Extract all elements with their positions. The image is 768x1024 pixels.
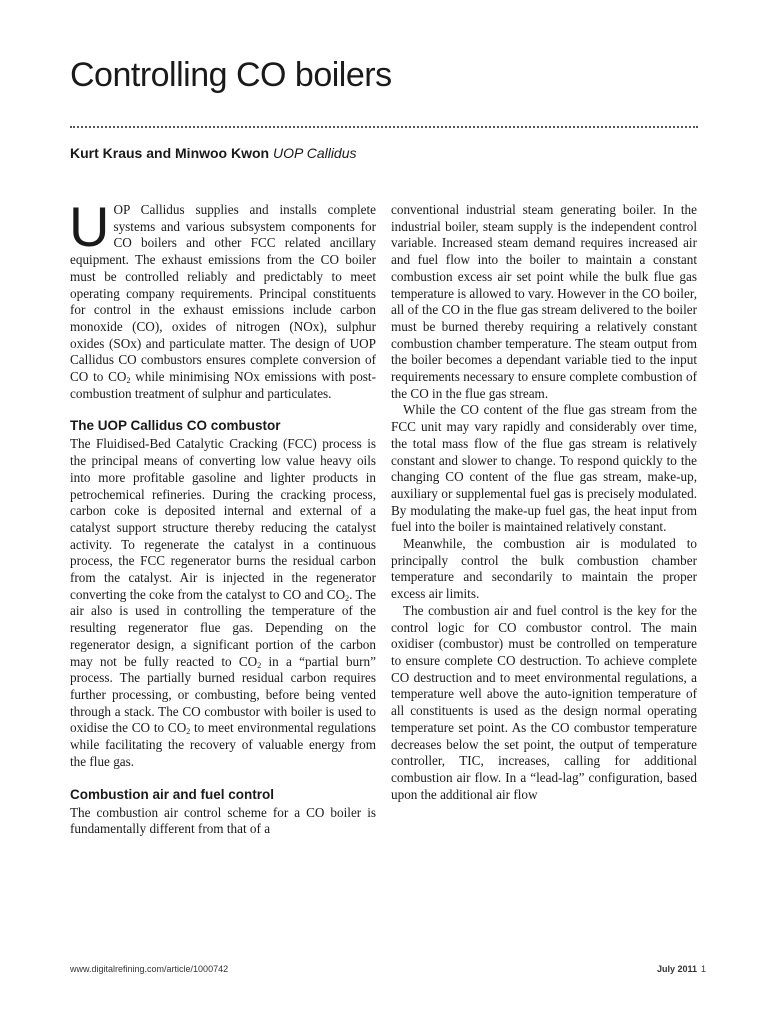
left-column — [69, 195, 377, 838]
section1-text: The Fluidised-Bed Catalytic Cracking (FCC) process is the principal means of converting low value heavy oils into more profitable gasoline and lighter products in petrochemical refineries. During the cracking process, carbon coke is deposited internal and external of a catalyst support structure thereby reducing the catalyst activity. To regenerate the catalyst in a continuous process, the FCC regenerator burns the residual carbon from the catalyst. Air is injected in the regenerator converting the coke from the catalyst to CO and CO — [70, 436, 376, 602]
body-paragraph: Meanwhile, the combustion air is modulated to principally control the bulk combustion chamber temperature and secondarily to maintain the proper excess air limits. — [391, 536, 697, 602]
intro-paragraph — [69, 195, 376, 402]
section-heading-co-combustor: The UOP Callidus CO combustor — [70, 418, 281, 434]
section2-paragraph: The combustion air control scheme for a CO boiler is fundamentally different from that of a — [70, 804, 376, 837]
drop-cap: U — [69, 195, 110, 258]
intro-text: OP Callidus supplies and installs complete systems and various subsystem components for CO boilers and other FCC related ancillary equipment. The exhaust emissions from the CO boiler must be controlled reliably and predictably to meet operating company requirements. Principal constituents for control in the exhaust emissions include carbon monoxide (CO), oxides of nitrogen (NOx), sulphur oxides (SOx) and particulate matter. The design of UOP Callidus CO combustors ensures complete conversion of CO to CO — [70, 202, 376, 385]
section-heading-air-fuel-control: Combustion air and fuel control — [70, 786, 275, 802]
body-paragraph: While the CO content of the flue gas stream from the FCC unit may vary rapidly and considerably over time, the total mass flow of the flue gas stream is relatively constant and slower to change. To respond quickly to the changing CO content of the flue gas stream, make-up, auxiliary or supplemental fuel gas is precisely modulated. By modulating the make-up fuel gas, the heat input from fuel into the boiler is maintained relatively constant. — [391, 402, 697, 535]
author-names: Kurt Kraus and Minwoo Kwon — [70, 145, 270, 161]
footer-date: July 2011 — [656, 964, 697, 974]
section1-text: . The air also is used in controlling the temperature of the resulting regenerator flue gas. Depending on the regenerator design, a significant portion of the carbon may not be fully reacted to CO — [70, 586, 376, 669]
body-paragraph: The combustion air and fuel control is the key for the control logic for CO combustor control. The main oxidiser (combustor) must be controlled on temperature to ensure complete CO destruction. To achieve complete CO destruction and to meet environmental regulations, a temperature well above the auto-ignition temperature of all constituents is used as the design normal operating temperature set point. As the CO combustor temperature decreases below the set point, the output of temperature controller, TIC, increases, calling for additional combustion air flow. In a “lead-lag” configuration, based upon the additional air flow — [391, 602, 697, 802]
intro-text-end: while minimising NOx emissions with post-combustion treatment of sulphur and particulates. — [70, 369, 376, 401]
page-title: Controlling CO boilers — [70, 56, 392, 94]
subscript: 2 — [186, 727, 191, 737]
right-column — [391, 202, 697, 803]
body-paragraph: conventional industrial steam generating boiler. In the industrial boiler, steam supply is the independent control variable. Increased steam demand requires increased air and fuel flow into the boiler to maintain a constant combustion excess air set point while the bulk flue gas temperature is allowed to vary. However in the CO boiler, all of the CO in the flue gas stream delivered to the boiler must be burned thereby requiring a relatively constant combustion chamber temperature. The steam output from the boiler becomes a dependant variable tied to the input requirements necessary to ensure complete combustion of the CO in the flue gas stream. — [391, 202, 697, 401]
footer-url: www.digitalrefining.com/article/1000742 — [70, 964, 229, 974]
author-affiliation: UOP Callidus — [273, 145, 357, 161]
subscript: 2 — [257, 660, 262, 670]
byline — [70, 145, 357, 161]
subscript: 2 — [126, 376, 131, 386]
page-number: 1 — [700, 964, 706, 974]
subscript: 2 — [345, 593, 350, 603]
title-divider — [70, 126, 698, 128]
section1-paragraph — [70, 436, 376, 770]
section1-text: in a “partial burn” process. The partially burned residual carbon requires further processing, or combusting, before being vented through a stack. The CO combustor with boiler is used to oxidise the CO to CO — [70, 653, 376, 736]
footer-date-page — [657, 964, 706, 974]
section1-text: to meet environmental regulations while facilitating the recovery of valuable energy from the flue gas. — [70, 720, 377, 769]
